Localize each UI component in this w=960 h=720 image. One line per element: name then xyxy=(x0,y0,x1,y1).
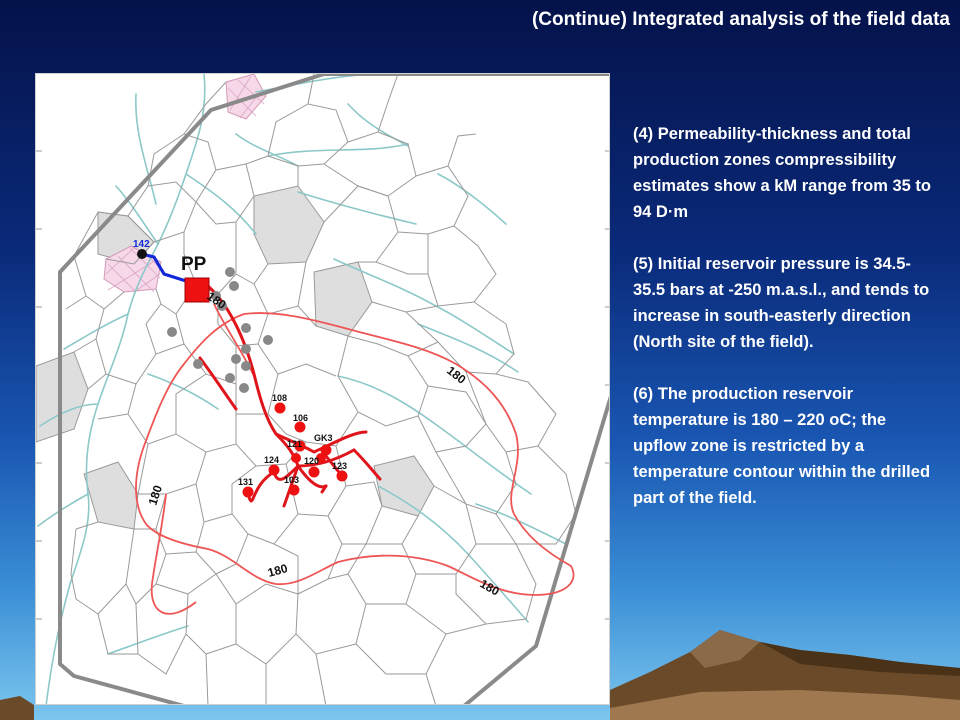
well-label-103: 103 xyxy=(284,475,300,485)
well-260 xyxy=(291,453,301,463)
reinjection-well xyxy=(137,249,147,259)
contour-label-3: 180 xyxy=(145,483,166,507)
contour-label-5: 180 xyxy=(477,576,502,599)
well-106 xyxy=(295,422,306,433)
field-map xyxy=(35,73,610,705)
reinjection-well-label: 142 xyxy=(133,239,150,250)
well-label-gk3: GK3 xyxy=(314,433,333,443)
well-124 xyxy=(269,465,280,476)
slide-title: (Continue) Integrated analysis of the field data xyxy=(531,9,950,30)
well-131 xyxy=(243,487,254,498)
well-label-123: 123 xyxy=(332,461,348,471)
contour-label-4: 180 xyxy=(266,561,290,580)
other-wells xyxy=(167,267,273,393)
note-pressure: (5) Initial reservoir pressure is 34.5-35.5 bars at -250 m.a.s.l., and tends to increase in south-easterly direction (North site of the field). xyxy=(633,255,930,351)
voronoi-grid xyxy=(66,74,576,705)
model-boundary xyxy=(60,74,610,705)
river-network xyxy=(38,74,566,705)
analysis-notes xyxy=(633,121,933,537)
power-plant-label: PP xyxy=(181,254,207,275)
well-label-121: 121 xyxy=(287,439,303,449)
well-label-108: 108 xyxy=(272,393,288,403)
well-108 xyxy=(275,403,286,414)
contour-label-2: 180 xyxy=(444,363,469,387)
well-label-106: 106 xyxy=(293,413,309,423)
well-120 xyxy=(309,467,320,478)
well-103 xyxy=(289,485,300,496)
contour-label-1: 180 xyxy=(204,288,229,312)
well-label-120: 120 xyxy=(304,456,320,466)
well-label-131: 131 xyxy=(238,477,254,487)
well-label-124: 124 xyxy=(264,455,280,465)
note-permeability: (4) Permeability-thickness and total production zones compressibility estimates show a kM range from 35 to 94 D·m xyxy=(633,125,932,221)
note-temperature: (6) The production reservoir temperature is 180 – 220 oC; the upflow zone is restricted by a temperature contour within the drilled part of the field. xyxy=(633,385,931,507)
well-123 xyxy=(337,471,348,482)
